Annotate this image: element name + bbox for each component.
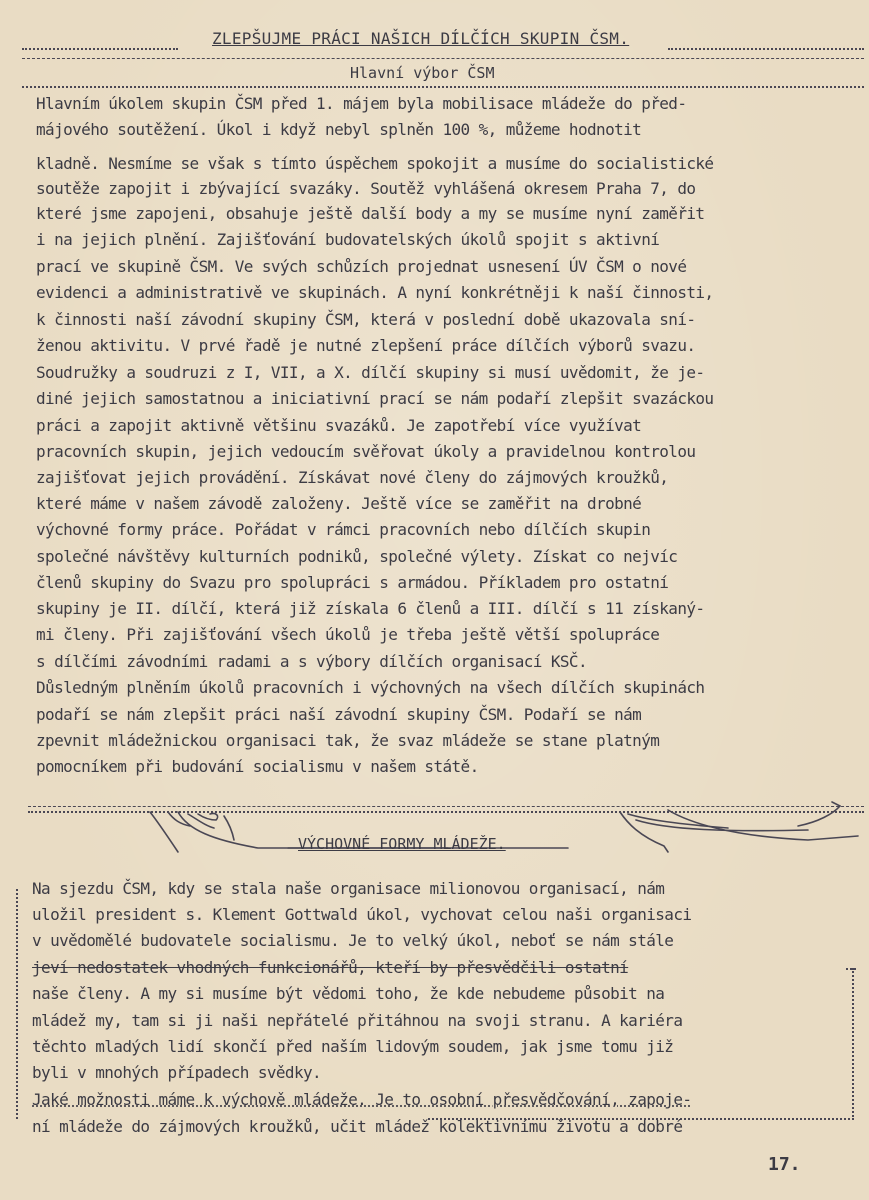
text-line: Na sjezdu ČSM, kdy se stala naše organisace milionovou organisací, nám [32,879,665,898]
text-line: ní mládeže do zájmových kroužků, učit mládež kolektivnímu životu a dobré [32,1117,683,1136]
text-line: pomocníkem při budování socialismu v našem státě. [36,757,479,776]
text-line: Důsledným plněním úkolů pracovních i výchovných na všech dílčích skupinách [36,678,705,697]
text-line: kladně. Nesmíme se však s tímto úspěchem spokojit a musíme do socialistické [36,154,714,173]
text-line: práci a zapojit aktivně většinu svazáků. Je zapotřebí více využívat [36,416,642,435]
text-line: zpevnit mládežnickou organisaci tak, že svaz mládeže se stane platným [36,731,660,750]
text-line: členů skupiny do Svazu pro spolupráci s armádou. Příkladem pro ostatní [36,573,669,592]
text-line: výchovné formy práce. Pořádat v rámci pracovních nebo dílčích skupin [36,520,651,539]
frame-border-right [852,968,854,1120]
text-line: ženou aktivitu. V prvé řadě je nutné zlepšení práce dílčích výborů svazu. [36,336,696,355]
text-line: evidenci a administrativě ve skupinách. A nyní konkrétněji k naší činnosti, [36,283,714,302]
text-line: společné návštěvy kulturních podniků, společné výlety. Získat co nejvíc [36,547,678,566]
text-line: soutěže zapojit i zbývající svazáky. Soutěž vyhlášená okresem Praha 7, do [36,179,696,198]
text-line: těchto mladých lidí skončí před naším lidovým soudem, jak jsme tomu již [32,1037,674,1056]
text-line: naše členy. A my si musíme být vědomi toho, že kde nebudeme působit na [32,984,665,1003]
text-line: podaří se nám zlepšit práci naší závodní skupiny ČSM. Podaří se nám [36,705,642,724]
text-line: v uvědomělé budovatele socialismu. Je to velký úkol, neboť se nám stále [32,931,674,950]
text-line: uložil president s. Klement Gottwald úkol, vychovat celou naši organisaci [32,905,692,924]
frame-border-mid [846,968,856,970]
text-line: skupiny je II. dílčí, která již získala 6 členů a III. dílčí s 11 získaný- [36,599,705,618]
text-line: byli v mnohých případech svědky. [32,1063,322,1082]
text-line: Jaké možnosti máme k výchově mládeže. Je to osobní přesvědčování, zapoje- [32,1090,692,1109]
text-line: mládež my, tam si ji naši nepřátelé přitáhnou na svoji stranu. A kariéra [32,1011,683,1030]
text-line: májového soutěžení. Úkol i když nebyl splněn 100 %, můžeme hodnotit [36,120,642,139]
text-line: s dílčími závodními radami a s výbory dílčích organisací KSČ. [36,652,588,671]
header-rule-middle [22,58,864,59]
page-number: 17. [768,1154,801,1175]
text-line: i na jejich plnění. Zajišťování budovatelských úkolů spojit s aktivní [36,230,660,249]
article-author: Hlavní výbor ČSM [350,64,495,82]
page-title: ZLEPŠUJME PRÁCI NAŠICH DÍLČÍCH SKUPIN ČSM. [212,29,630,48]
text-line: diné jejich samostatnou a iniciativní prací se nám podaří zlepšit svazáckou [36,389,714,408]
text-line: Soudružky a soudruzi z I, VII, a X. dílčí skupiny si musí uvědomit, že je- [36,363,705,382]
frame-border-left [16,889,18,1119]
struck-text-line: jeví nedostatek vhodných funkcionářů, kteří by přesvědčili ostatní [32,958,629,977]
section-2-title: VÝCHOVNÉ FORMY MLÁDEŽE. [298,835,506,853]
text-line: pracovních skupin, jejich vedoucím svěřovat úkoly a pravidelnou kontrolou [36,442,696,461]
header-rule-top [22,48,178,50]
text-line: zajišťovat jejich provádění. Získávat nové členy do zájmových kroužků, [36,468,669,487]
header-rule-top-right [668,48,864,50]
text-line: které máme v našem závodě založeny. Ještě více se zaměřit na drobné [36,494,642,513]
text-line: prací ve skupině ČSM. Ve svých schůzích projednat usnesení ÚV ČSM o nové [36,257,687,276]
text-line: mi členy. Při zajišťování všech úkolů je třeba ještě větší spolupráce [36,625,660,644]
header-rule-bottom [22,86,864,88]
text-line: Hlavním úkolem skupin ČSM před 1. májem byla mobilisace mládeže do před- [36,94,687,113]
text-line: které jsme zapojeni, obsahuje ještě další body a my se musíme nyní zaměřit [36,204,705,223]
text-line: k činnosti naší závodní skupiny ČSM, která v poslední době ukazovala sní- [36,310,696,329]
